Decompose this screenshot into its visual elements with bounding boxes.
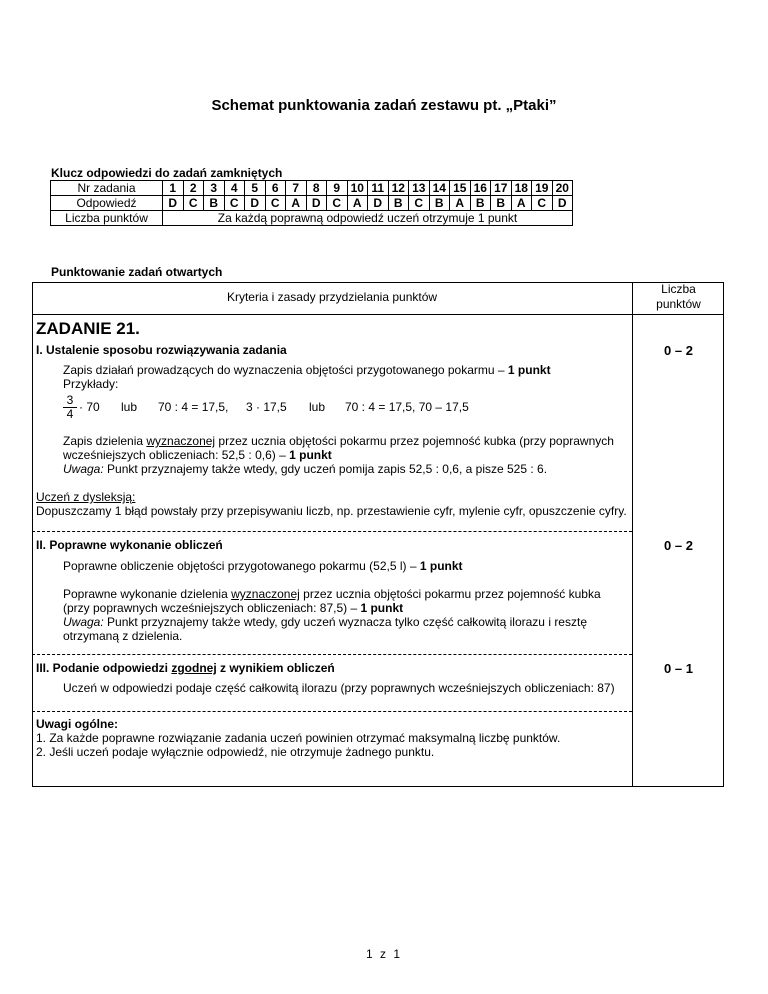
answer-cell: B: [470, 196, 491, 211]
key-row-answers: [51, 196, 573, 211]
section-divider: [32, 654, 632, 655]
note-text: Punkt przyznajemy także wtedy, gdy uczeń wyznacza tylko część całkowitą ilorazu i resztę otrzymaną z dzielenia.: [63, 615, 587, 643]
task-number-cell: 16: [470, 181, 491, 196]
criterion-text: przez ucznia objętości pokarmu przez pojemność kubka (przy poprawnych wcześniejszych obliczeniach: 87,5) –: [63, 587, 601, 615]
criteria-header: Kryteria i zasady przydzielania punktów: [226, 290, 438, 304]
answer-cell: C: [224, 196, 245, 211]
list-item: 2. Jeśli uczeń podaje wyłącznie odpowiedź, nie otrzymuje żadnego punktu.: [36, 745, 435, 759]
task-number-cell: 8: [306, 181, 327, 196]
task-number-cell: 1: [163, 181, 184, 196]
criterion-text: Poprawne obliczenie objętości przygotowanego pokarmu (52,5 l) –: [63, 559, 420, 573]
page-title: Schemat punktowania zadań zestawu pt. „Ptaki”: [211, 97, 557, 114]
task-title: ZADANIE 21.: [36, 319, 140, 338]
answer-cell: D: [245, 196, 266, 211]
task-number-cell: 4: [224, 181, 245, 196]
page-number: 1 z 1: [365, 947, 402, 961]
formula-part: · 70: [79, 400, 100, 414]
answer-cell: A: [347, 196, 368, 211]
key-row-points: [51, 211, 573, 226]
title-text: III. Podanie odpowiedzi: [36, 661, 172, 675]
section1-title: I. Ustalenie sposobu rozwiązywania zadania: [36, 343, 287, 357]
criterion-text: Zapis działań prowadzących do wyznaczenia objętości przygotowanego pokarmu –: [63, 363, 508, 377]
row-label-points: Liczba punktów: [51, 211, 163, 226]
row-label-answer: Odpowiedź: [51, 196, 163, 211]
underlined-word: wyznaczonej: [146, 434, 216, 448]
list-item: 1. Za każde poprawne rozwiązanie zadania uczeń powinien otrzymać maksymalną liczbę punktów.: [36, 731, 561, 745]
answer-cell: A: [450, 196, 471, 211]
criterion-text: Zapis dzielenia: [63, 434, 147, 448]
formula-part: 70 : 4 = 17,5,: [158, 400, 229, 414]
fraction-denominator: 4: [63, 407, 77, 421]
examples-label: Przykłady:: [63, 377, 119, 391]
task-number-cell: 15: [450, 181, 471, 196]
answer-cell: C: [532, 196, 553, 211]
task-number-cell: 5: [245, 181, 266, 196]
answer-cell: B: [429, 196, 450, 211]
answer-cell: C: [409, 196, 430, 211]
criterion-points: 1 punkt: [360, 601, 404, 615]
criterion-points: 1 punkt: [289, 448, 332, 462]
key-section-title: Klucz odpowiedzi do zadań zamkniętych: [51, 166, 283, 180]
task-number-cell: 14: [429, 181, 450, 196]
note-label: Uwaga:: [63, 615, 104, 629]
criterion-points: 1 punkt: [419, 559, 463, 573]
answer-cell: B: [204, 196, 225, 211]
answer-cell: C: [327, 196, 348, 211]
criterion-text: Poprawne wykonanie dzielenia: [63, 587, 232, 601]
task-number-cell: 7: [286, 181, 307, 196]
points-header: [633, 282, 724, 312]
task-number-cell: 10: [347, 181, 368, 196]
task-number-cell: 9: [327, 181, 348, 196]
underlined-word: wyznaczonej: [231, 587, 300, 601]
fraction: [63, 394, 77, 421]
formula-part: 70 : 4 = 17,5, 70 – 17,5: [345, 400, 469, 414]
general-notes-list: [36, 731, 630, 759]
key-row-numbers: [51, 181, 573, 196]
formula-part: lub: [309, 400, 326, 414]
task-number-cell: 13: [409, 181, 430, 196]
note-label: Uwaga:: [63, 462, 104, 476]
answer-cell: B: [491, 196, 512, 211]
points-header-line1: Liczba: [661, 282, 696, 296]
section-divider: [32, 711, 632, 712]
dyslexia-title: Uczeń z dysleksją:: [36, 490, 136, 504]
task-number-cell: 19: [532, 181, 553, 196]
task-number-cell: 2: [183, 181, 204, 196]
task-number-cell: 11: [368, 181, 389, 196]
section1-points: 0 – 2: [664, 343, 693, 358]
answer-cell: D: [163, 196, 184, 211]
criterion-text: przez ucznia objętości pokarmu przez pojemność kubka (przy poprawnych wcześniejszych obliczeniach: 52,5 : 0,6) –: [63, 434, 614, 462]
section2-title: II. Poprawne wykonanie obliczeń: [36, 538, 223, 552]
section3-points: 0 – 1: [664, 661, 693, 676]
open-section-title: Punktowanie zadań otwartych: [51, 265, 223, 279]
note-text: Punkt przyznajemy także wtedy, gdy uczeń pomija zapis 52,5 : 0,6, a pisze 525 : 6.: [103, 462, 548, 476]
general-notes: [36, 717, 630, 759]
section-divider: [32, 531, 632, 532]
answer-cell: A: [286, 196, 307, 211]
dyslexia-note: [36, 490, 630, 518]
criterion-points: 1 punkt: [507, 363, 551, 377]
answer-cell: C: [183, 196, 204, 211]
answer-cell: C: [265, 196, 286, 211]
task-number-cell: 12: [388, 181, 409, 196]
formula-part: lub: [121, 400, 138, 414]
section2-points: 0 – 2: [664, 538, 693, 553]
points-header-line2: punktów: [656, 297, 701, 311]
fraction-numerator: 3: [66, 393, 74, 407]
task-number-cell: 18: [511, 181, 532, 196]
general-notes-title: Uwagi ogólne:: [36, 717, 118, 731]
section3-title: [36, 661, 335, 675]
answer-cell: D: [368, 196, 389, 211]
section3-criterion: Uczeń w odpowiedzi podaje część całkowitą ilorazu (przy poprawnych wcześniejszych obliczeniach: 87): [63, 681, 615, 695]
dyslexia-text: Dopuszczamy 1 błąd powstały przy przepisywaniu liczb, np. przestawienie cyfr, mylenie cyfr, opuszczenie cyfry.: [36, 504, 627, 518]
task-number-cell: 3: [204, 181, 225, 196]
points-note: Za każdą poprawną odpowiedź uczeń otrzymuje 1 punkt: [163, 211, 573, 226]
underlined-word: zgodnej: [171, 661, 217, 675]
answer-cell: D: [552, 196, 573, 211]
answer-cell: B: [388, 196, 409, 211]
header-divider: [32, 314, 724, 315]
section2-criterion2: [63, 587, 628, 643]
answer-cell: D: [306, 196, 327, 211]
task-number-cell: 17: [491, 181, 512, 196]
title-text: z wynikiem obliczeń: [216, 661, 335, 675]
answer-cell: A: [511, 196, 532, 211]
task-number-cell: 20: [552, 181, 573, 196]
section2-criterion1: [63, 559, 628, 573]
row-label-number: Nr zadania: [51, 181, 163, 196]
formula-part: 3 · 17,5: [246, 400, 287, 414]
section1-criterion2: [63, 434, 628, 476]
task-number-cell: 6: [265, 181, 286, 196]
section1-criterion1: [63, 363, 628, 377]
answer-key-table: [50, 180, 573, 226]
